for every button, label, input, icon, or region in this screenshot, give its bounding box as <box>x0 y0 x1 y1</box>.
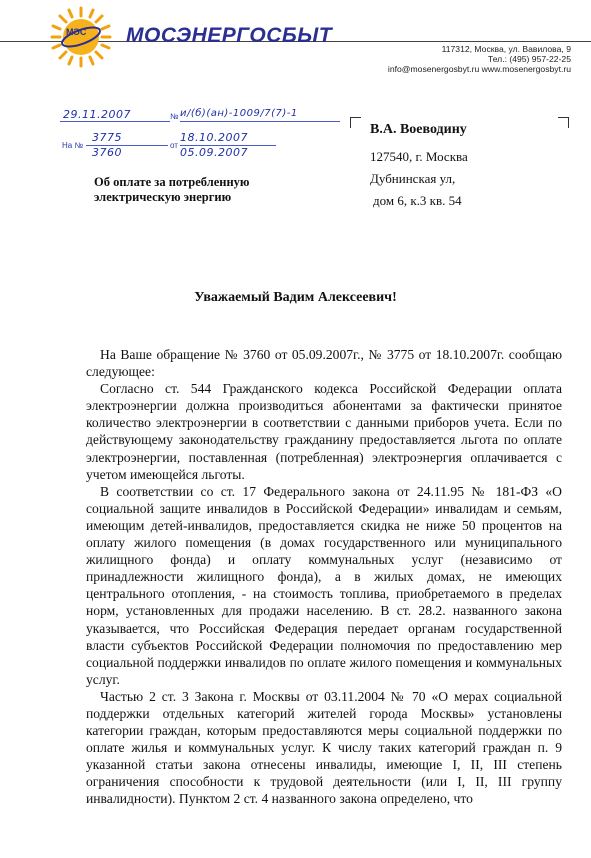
body-paragraph-3: В соответствии со ст. 17 Федерального закона от 24.11.95 № 181-ФЗ «О социальной защите инвалидов в Российской Федерации» инвалидам и семьям, имеющим детей-инвалидов, предоставляется скидка не ниже 50 процентов на оплату жилого помещения (в домах государственного или муниципального жилищного фонда) и оплату коммунальных услуг (независимо от принадлежности жилищного фонда), а в жилых домах, не имеющих центрального отопления, - на стоимость топлива, приобретаемого в пределах норм, установленных для продажи населению. В ст. 28.2. названного закона указывается, что Российская Федерация передает органам государственной власти субъектов Российской Федерации полномочия по предоставлению мер социальной поддержки инвалидов по оплате жилого помещения и коммунальных услуг. <box>86 483 562 687</box>
addressee-house: дом 6, к.3 кв. 54 <box>373 193 462 208</box>
company-address: 117312, Москва, ул. Вавилова, 9 <box>441 44 571 54</box>
letter-body <box>86 346 562 808</box>
ref-from-label: от <box>170 141 178 150</box>
ref-date-2: 05.09.2007 <box>180 146 248 159</box>
letter-subject <box>94 175 250 205</box>
outgoing-number: и/(б)(ан)-1009/7(7)-1 <box>180 108 298 119</box>
outgoing-number-line <box>180 121 340 122</box>
subject-line-2: электрическую энергию <box>94 190 232 204</box>
company-email-web: info@mosenergosbyt.ru www.mosenergosbyt.ru <box>387 64 571 74</box>
ref-date-1: 18.10.2007 <box>180 131 248 144</box>
ref-number-2: 3760 <box>92 146 122 159</box>
addressee-city: 127540, г. Москва <box>370 149 468 164</box>
address-corner-left <box>350 117 361 128</box>
addressee-name: В.А. Воеводину <box>370 122 467 137</box>
brand-name: МОСЭНЕРГОСБЫТ <box>126 24 333 47</box>
outgoing-date: 29.11.2007 <box>63 108 131 121</box>
body-paragraph-2: Согласно ст. 544 Гражданского кодекса Российской Федерации оплата электроэнергии должна производиться абонентами за фактически принятое количество электроэнергии в соответствии с данными приборов учета. Если по действующему законодательству гражданину предоставляется льгота по оплате электроэнергии, поставленная (потребленная) электроэнергия оплачивается с учетом имеющейся льготы. <box>86 381 562 482</box>
ref-number-1: 3775 <box>92 131 122 144</box>
greeting: Уважаемый Вадим Алексеевич! <box>194 290 397 305</box>
ref-label: На № <box>62 141 84 150</box>
address-corner-right <box>558 117 569 128</box>
sun-logo-icon <box>48 6 114 68</box>
body-paragraph-4: Частью 2 ст. 3 Закона г. Москвы от 03.11.2004 № 70 «О мерах социальной поддержки отдельных категорий жителей города Москвы» установлены категории граждан, которым предоставляются меры социальной поддержки по оплате жилья и коммунальных услуг. К числу таких категорий граждан п. 9 указанной статьи закона отнесены инвалиды, имеющие I, II, III степень ограничения способности к трудовой деятельности (или I, II, III группу инвалидности). Пунктом 2 ст. 4 названного закона определено, что <box>86 688 562 807</box>
outgoing-date-line <box>60 121 170 122</box>
subject-line-1: Об оплате за потребленную <box>94 175 250 189</box>
outgoing-number-label: № <box>170 112 179 121</box>
company-phone: Тел.: (495) 957-22-25 <box>487 54 571 64</box>
body-paragraph-1: На Ваше обращение № 3760 от 05.09.2007г., № 3775 от 18.10.2007г. сообщаю следующее: <box>86 347 562 380</box>
addressee-street: Дубнинская ул, <box>370 171 456 186</box>
logo-text: МЭС <box>66 27 87 37</box>
